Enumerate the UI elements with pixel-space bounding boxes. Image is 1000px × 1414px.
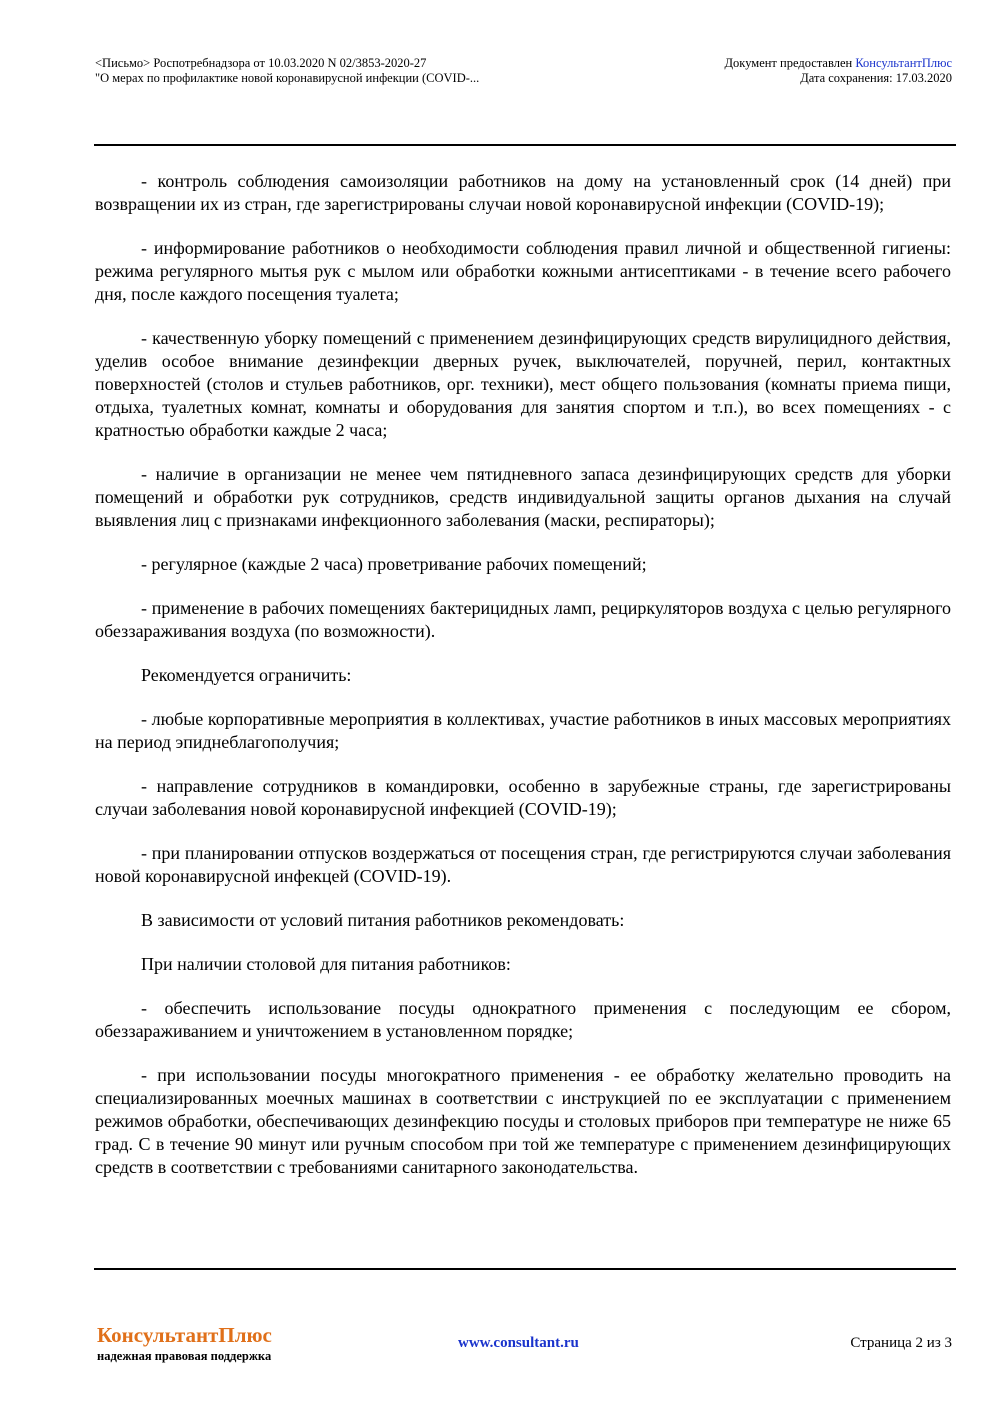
paragraph: В зависимости от условий питания работников рекомендовать:	[141, 910, 625, 930]
logo-text: КонсультантПлюс	[97, 1323, 272, 1347]
paragraph: - применение в рабочих помещениях бактерицидных ламп, рециркуляторов воздуха с целью регулярного обеззараживания воздуха (по возможности).	[95, 598, 951, 641]
provided-by-label: Документ предоставлен	[724, 56, 856, 70]
document-body	[95, 170, 951, 1200]
paragraph: - любые корпоративные мероприятия в коллективах, участие работников в иных массовых мероприятиях на период эпиднеблагополучия;	[95, 709, 951, 752]
paragraph: - качественную уборку помещений с применением дезинфицирующих средств вирулицидного действия, уделив особое внимание дезинфекции дверных ручек, выключателей, поручней, перил, контактных поверхностей (столов и стульев работников, орг. техники), мест общего пользования (комнаты приема пищи, отдыха, туалетных комнат, комнаты и оборудования для занятия спортом и т.п.), во всех помещениях - с кратностью обработки каждые 2 часа;	[95, 328, 951, 440]
paragraph: - обеспечить использование посуды однократного применения с последующим ее сбором, обеззараживанием и уничтожением в установленном порядке;	[95, 998, 951, 1041]
footer-divider	[94, 1268, 956, 1270]
page-number: Страница 2 из 3	[850, 1335, 952, 1351]
document-header-title	[95, 56, 479, 86]
paragraph: - направление сотрудников в командировки, особенно в зарубежные страны, где зарегистрированы случаи заболевания новой коронавирусной инфекцией (COVID-19);	[95, 776, 951, 819]
paragraph: - наличие в организации не менее чем пятидневного запаса дезинфицирующих средств для уборки помещений и обработки рук сотрудников, средств индивидуальной защиты органов дыхания на случай выявления лиц с признаками инфекционного заболевания (маски, респираторы);	[95, 464, 951, 530]
paragraph: - регулярное (каждые 2 часа) проветривание рабочих помещений;	[141, 554, 647, 574]
logo-slogan: надежная правовая поддержка	[97, 1349, 272, 1363]
paragraph: - контроль соблюдения самоизоляции работников на дому на установленный срок (14 дней) при возвращении их из стран, где зарегистрированы случаи новой коронавирусной инфекции (COVID-19);	[95, 171, 951, 214]
header-divider	[94, 144, 956, 146]
paragraph: - при планировании отпусков воздержаться от посещения стран, где регистрируются случаи заболевания новой коронавирусной инфекцей (COVID-19).	[95, 843, 951, 886]
paragraph: Рекомендуется ограничить:	[141, 665, 352, 685]
document-title-line1: <Письмо> Роспотребнадзора от 10.03.2020 N 02/3853-2020-27	[95, 56, 427, 70]
document-header-meta	[725, 56, 952, 86]
paragraph: При наличии столовой для питания работников:	[141, 954, 511, 974]
paragraph: - информирование работников о необходимости соблюдения правил личной и общественной гигиены: режима регулярного мытья рук с мылом или обработки кожными антисептиками - в течение всего рабочего дня, после каждого посещения туалета;	[95, 238, 951, 304]
provider-link[interactable]: КонсультантПлюс	[855, 56, 952, 70]
provided-by-line	[725, 56, 952, 71]
paragraph: - при использовании посуды многократного применения - ее обработку желательно проводить на специализированных моечных машинах в соответствии с инструкцией по ее эксплуатации с применением режимов обработки, обеспечивающих дезинфекцию посуды и столовых приборов при температуре не ниже 65 град. С в течение 90 минут или ручным способом при той же температуре с применением дезинфицирующих средств в соответствии с требованиями санитарного законодательства.	[95, 1065, 951, 1177]
saved-date: Дата сохранения: 17.03.2020	[800, 71, 952, 85]
consultant-logo	[97, 1323, 272, 1364]
document-title-line2: "О мерах по профилактике новой коронавирусной инфекции (COVID-...	[95, 71, 480, 85]
website-link[interactable]: www.consultant.ru	[458, 1335, 579, 1351]
